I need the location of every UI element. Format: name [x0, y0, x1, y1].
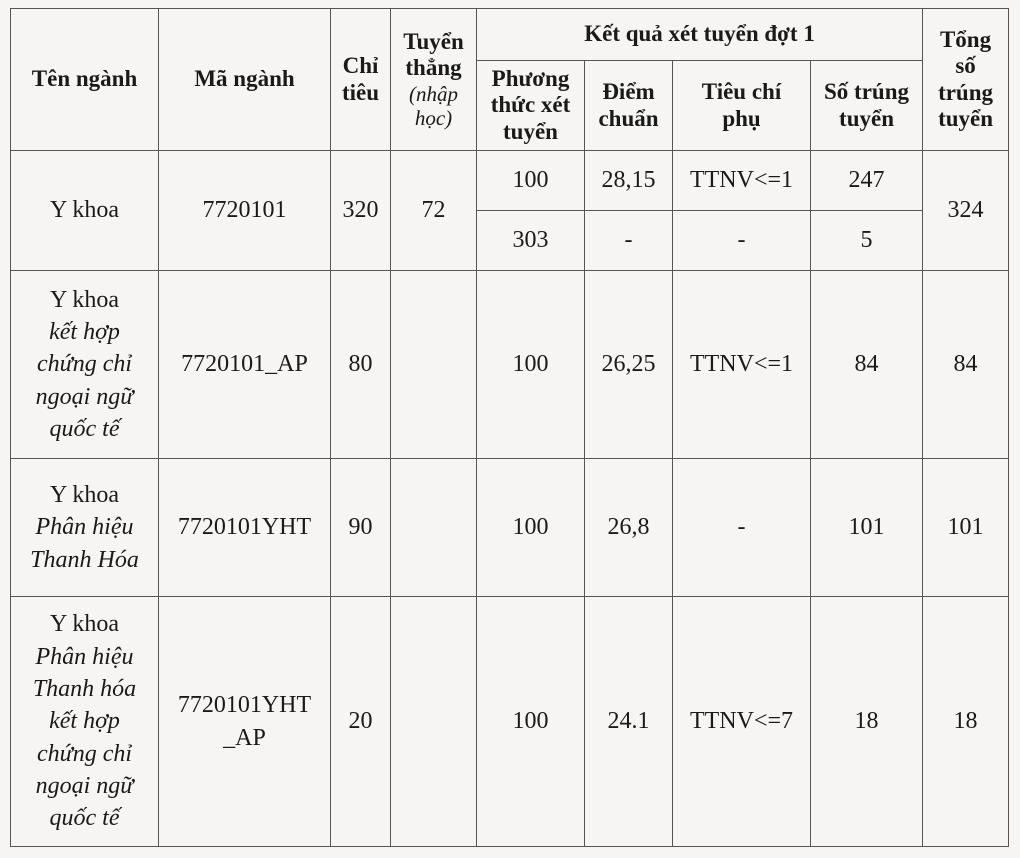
header-chi-tieu	[331, 9, 391, 151]
table-row	[11, 597, 1009, 847]
header-so-trung-line: Số trúng	[824, 79, 910, 105]
major-code: 7720101YHT	[177, 514, 312, 541]
header-diem-chuan-line: chuẩn	[598, 105, 659, 131]
cell-diem-chuan: 26,8	[585, 459, 673, 597]
cell-diem-chuan: 26,25	[585, 271, 673, 459]
major-subtitle-line: chứng chỉ	[36, 351, 133, 378]
cell-ma-nganh	[159, 459, 331, 597]
cell-tuyen-thang: 72	[391, 151, 477, 271]
cell-ten-nganh	[11, 151, 159, 271]
cell-phuong-thuc: 303	[477, 211, 585, 271]
cell-ma-nganh	[159, 271, 331, 459]
header-diem-chuan-line: Điểm	[602, 79, 655, 105]
cell-chi-tieu: 90	[331, 459, 391, 597]
cell-tuyen-thang	[391, 271, 477, 459]
major-subtitle-line: quốc tế	[49, 416, 120, 443]
header-chi-tieu-line: Chỉ	[342, 53, 379, 79]
cell-so-trung: 101	[811, 459, 923, 597]
major-subtitle-line: ngoại ngữ	[35, 383, 134, 410]
header-tieu-chi-line: Tiêu chí	[701, 79, 782, 105]
cell-ten-nganh	[11, 597, 159, 847]
cell-phuong-thuc: 100	[477, 459, 585, 597]
header-ten-nganh: Tên ngành	[11, 9, 159, 151]
table-row	[11, 151, 1009, 211]
header-phuong-thuc	[477, 61, 585, 151]
cell-so-trung: 18	[811, 597, 923, 847]
header-so-trung-line: tuyển	[839, 105, 894, 131]
major-code: 7720101	[202, 197, 287, 224]
cell-diem-chuan: -	[585, 211, 673, 271]
cell-tieu-chi: TTNV<=7	[673, 597, 811, 847]
major-subtitle-line: kết hợp	[49, 708, 120, 735]
major-name: Y khoa	[49, 286, 120, 313]
header-so-trung	[811, 61, 923, 151]
major-subtitle-line: kết hợp	[49, 318, 120, 345]
cell-tong-so: 84	[923, 271, 1009, 459]
cell-tieu-chi: -	[673, 459, 811, 597]
header-tuyen-thang-note: (nhập	[409, 81, 458, 106]
major-subtitle-line: quốc tế	[49, 805, 120, 832]
header-chi-tieu-line: tiêu	[341, 79, 380, 105]
cell-tong-so: 101	[923, 459, 1009, 597]
header-phuong-thuc-line: tuyển	[503, 118, 558, 144]
header-tong-so-line: tuyển	[938, 105, 994, 131]
major-subtitle-line: Phân hiệu	[35, 514, 134, 541]
cell-chi-tieu: 320	[331, 151, 391, 271]
cell-ma-nganh	[159, 597, 331, 847]
header-diem-chuan	[585, 61, 673, 151]
cell-chi-tieu: 80	[331, 271, 391, 459]
cell-phuong-thuc: 100	[477, 151, 585, 211]
header-tuyen-thang-line: Tuyển	[403, 28, 464, 54]
table-row	[11, 271, 1009, 459]
header-tuyen-thang	[391, 9, 477, 151]
major-name: Y khoa	[49, 197, 120, 224]
cell-diem-chuan: 24.1	[585, 597, 673, 847]
table-row	[11, 459, 1009, 597]
header-tuyen-thang-note: học)	[414, 105, 453, 130]
cell-diem-chuan: 28,15	[585, 151, 673, 211]
table-body	[11, 151, 1009, 847]
major-subtitle-line: Phân hiệu	[35, 643, 134, 670]
table-header	[11, 9, 1009, 151]
admission-results-table	[10, 8, 1009, 847]
major-code: 7720101YHT	[177, 692, 312, 719]
cell-tong-so: 18	[923, 597, 1009, 847]
header-ma-nganh: Mã ngành	[159, 9, 331, 151]
cell-tieu-chi: TTNV<=1	[673, 271, 811, 459]
cell-chi-tieu: 20	[331, 597, 391, 847]
major-code-suffix: _AP	[223, 724, 266, 751]
header-tieu-chi-line: phụ	[722, 105, 761, 131]
header-tieu-chi	[673, 61, 811, 151]
cell-so-trung: 5	[811, 211, 923, 271]
cell-tieu-chi: TTNV<=1	[673, 151, 811, 211]
header-tong-so-line: Tổng	[939, 26, 992, 52]
major-subtitle-line: ngoại ngữ	[35, 773, 134, 800]
cell-tuyen-thang	[391, 459, 477, 597]
header-phuong-thuc-line: Phương	[491, 65, 570, 91]
cell-so-trung: 84	[811, 271, 923, 459]
cell-so-trung: 247	[811, 151, 923, 211]
cell-phuong-thuc: 100	[477, 271, 585, 459]
header-ket-qua: Kết quả xét tuyển đợt 1	[477, 9, 923, 61]
cell-phuong-thuc: 100	[477, 597, 585, 847]
major-name: Y khoa	[49, 611, 120, 638]
major-subtitle-line: chứng chỉ	[36, 740, 133, 767]
cell-tong-so: 324	[923, 151, 1009, 271]
major-subtitle-line: Thanh Hóa	[30, 546, 139, 573]
cell-ten-nganh	[11, 271, 159, 459]
major-subtitle-line: Thanh hóa	[32, 675, 137, 702]
major-code: 7720101_AP	[181, 351, 308, 378]
cell-ten-nganh	[11, 459, 159, 597]
header-phuong-thuc-line: thức xét	[490, 92, 571, 118]
header-tong-so-line: số	[955, 53, 976, 79]
cell-tieu-chi: -	[673, 211, 811, 271]
cell-tuyen-thang	[391, 597, 477, 847]
header-tong-so	[923, 9, 1009, 151]
cell-ma-nganh	[159, 151, 331, 271]
header-tong-so-line: trúng	[938, 79, 994, 105]
major-name: Y khoa	[49, 481, 120, 508]
header-tuyen-thang-line: thẳng	[405, 55, 462, 81]
